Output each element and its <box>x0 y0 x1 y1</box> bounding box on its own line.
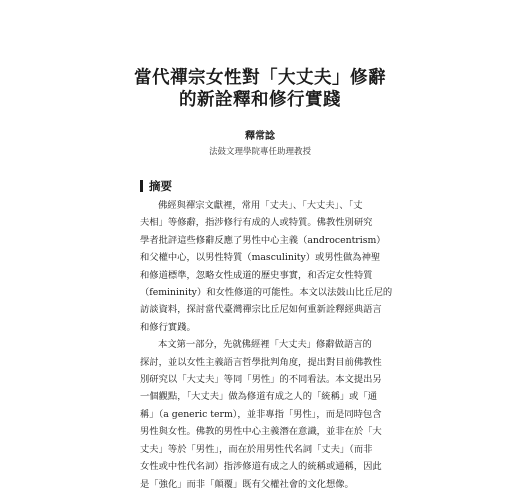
text-line: 別研究以「大丈夫」等同「男性」的不同看法。本文提出另 <box>140 374 382 386</box>
text-line: 學者批評這些修辭反應了男性中心主義（androcentrism） <box>140 234 386 246</box>
text-line: 和修道標準，忽略女性成道的歷史事實，和否定女性特質 <box>140 269 373 281</box>
text-line: 是「強化」而非「顛覆」既有父權社會的文化想像。 <box>140 478 354 490</box>
title-line-2: 的新詮釋和修行實踐 <box>179 90 341 110</box>
abstract-heading <box>140 178 172 194</box>
text-line: 本文第一部分，先就佛經裡「大丈夫」修辭做語言的 <box>158 339 372 351</box>
text-line: 稱」（a generic term），並非專指「男性」，而是同時包含 <box>140 408 382 420</box>
text-line: 訪談資料，探討當代臺灣禪宗比丘尼如何重新詮釋經典語言 <box>140 304 382 316</box>
text-line: 一個觀點，「大丈夫」做為修道有成之人的「統稱」或「通 <box>140 391 378 403</box>
text-line: 探討，並以女性主義語言哲學批判角度，提出對目前佛教性 <box>140 356 382 368</box>
text-line: 夫相」等修辭，指涉修行有成的人或特質。佛教性別研究 <box>140 217 373 229</box>
abstract-label: 摘要 <box>149 179 172 193</box>
paper-title <box>0 67 520 111</box>
text-line: （femininity）和女性修道的可能性。本文以法鼓山比丘尼的 <box>140 287 393 299</box>
abstract-paragraph-2 <box>140 336 402 493</box>
text-line: 男性與女性。佛教的男性中心主義潛在意識，並非在於「大 <box>140 426 382 438</box>
text-line: 女性或中性代名詞）指涉修道有成之人的統稱或通稱，因此 <box>140 461 382 473</box>
heading-marker-bar <box>140 180 143 192</box>
abstract-paragraph-1 <box>140 197 402 336</box>
author-name: 釋常諗 <box>245 131 275 142</box>
text-line: 佛經與禪宗文獻裡，常用「丈夫」、「大丈夫」、「丈 <box>158 200 363 211</box>
text-line: 丈夫」等於「男性」，而在於用男性代名詞「丈夫」（而非 <box>140 443 373 455</box>
title-line-1: 當代禪宗女性對「大丈夫」修辭 <box>134 68 386 88</box>
author-affiliation: 法鼓文理學院專任助理教授 <box>208 147 311 157</box>
abstract-body <box>140 197 402 493</box>
text-line: 和修行實踐。 <box>140 321 196 333</box>
text-line: 和父權中心，以男性特質（masculinity）或男性做為神聖 <box>140 252 381 264</box>
